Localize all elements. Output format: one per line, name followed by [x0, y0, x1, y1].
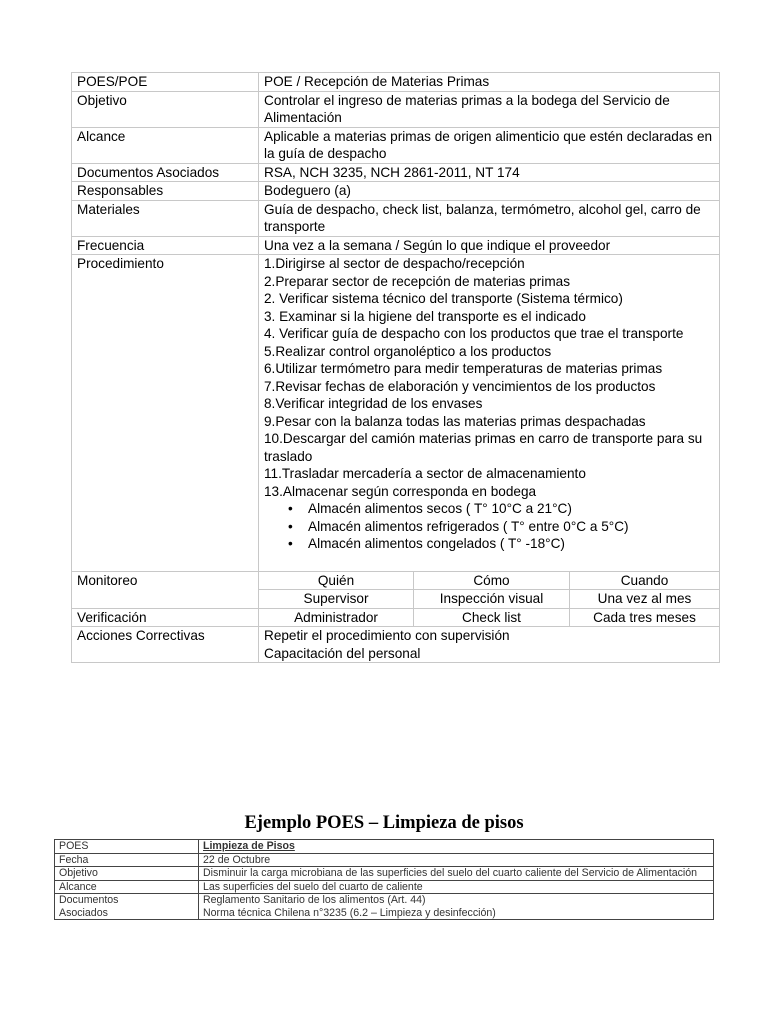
row-value: Controlar el ingreso de materias primas a la bodega del Servicio de Alimentación: [259, 91, 720, 127]
table-row: [55, 840, 714, 854]
step-item: 2. Verificar sistema técnico del transporte (Sistema térmico): [264, 291, 623, 306]
table-row: [72, 127, 720, 163]
step-item: 2.Preparar sector de recepción de materias primas: [264, 273, 570, 289]
accion-line: Capacitación del personal: [264, 645, 421, 661]
row-label: Materiales: [72, 200, 259, 236]
step-item: 9.Pesar con la balanza todas las materias primas despachadas: [264, 413, 646, 429]
table-row: [72, 163, 720, 182]
row-value: Aplicable a materias primas de origen alimenticio que estén declaradas en la guía de despacho: [259, 127, 720, 163]
section-title: Ejemplo POES – Limpieza de pisos: [244, 813, 524, 833]
header-quien: Quién: [259, 571, 414, 590]
row-label: Documentos Asociados: [72, 163, 259, 182]
verificacion-quien: Administrador: [259, 608, 414, 627]
step-item: 3. Examinar si la higiene del transporte es el indicado: [264, 308, 586, 324]
monitoreo-header-row: [72, 571, 720, 590]
row-label: Alcance: [55, 880, 199, 894]
value-line: Norma técnica Chilena n°3235 (6.2 – Limpieza y desinfección): [203, 906, 496, 919]
step-item: 8.Verificar integridad de los envases: [264, 396, 483, 411]
row-value: [199, 894, 714, 920]
row-value: RSA, NCH 3235, NCH 2861-2011, NT 174: [259, 163, 720, 182]
row-label: Monitoreo: [72, 571, 259, 608]
step-item: 11.Trasladar mercadería a sector de almacenamiento: [264, 466, 586, 481]
header-como: Cómo: [414, 571, 570, 590]
row-label: [55, 894, 199, 920]
step-item: 10.Descargar del camión materias primas en carro de transporte para su traslado: [264, 431, 703, 464]
poes-name: Limpieza de Pisos: [203, 840, 295, 852]
poe-recepcion-table: [71, 72, 720, 663]
table-row: [55, 853, 714, 867]
label-line: Asociados: [59, 906, 108, 919]
procedimiento-row: [72, 255, 720, 572]
acciones-row: [72, 627, 720, 663]
row-label: Procedimiento: [72, 255, 259, 572]
step-item: 4. Verificar guía de despacho con los productos que trae el transporte: [264, 326, 684, 341]
row-label: Objetivo: [72, 91, 259, 127]
row-label: Frecuencia: [72, 236, 259, 255]
row-value: Una vez a la semana / Según lo que indique el proveedor: [259, 236, 720, 255]
verificacion-cuando: Cada tres meses: [570, 608, 720, 627]
row-label: Responsables: [72, 182, 259, 201]
table-row: [55, 894, 714, 920]
accion-line: Repetir el procedimiento con supervisión: [264, 628, 510, 643]
monitoreo-quien: Supervisor: [259, 590, 414, 609]
monitoreo-cuando: Una vez al mes: [570, 590, 720, 609]
monitoreo-como: Inspección visual: [414, 590, 570, 609]
label-line: Documentos: [59, 894, 119, 906]
bullet-item: • Almacén alimentos refrigerados ( T° entre 0°C a 5°C): [286, 518, 714, 536]
row-label: Verificación: [72, 608, 259, 627]
row-label: POES: [55, 840, 199, 854]
table-row: [72, 182, 720, 201]
row-value: Bodeguero (a): [259, 182, 720, 201]
table-row: [72, 200, 720, 236]
header-cuando: Cuando: [570, 571, 720, 590]
row-value: [199, 840, 714, 854]
bullet-item: • Almacén alimentos congelados ( T° -18°C): [286, 535, 714, 553]
step-item: 13.Almacenar según corresponda en bodega: [264, 483, 537, 499]
acciones-value: [259, 627, 720, 663]
row-value: Disminuir la carga microbiana de las superficies del suelo del cuarto caliente del Servicio de Alimentación: [199, 867, 714, 881]
step-item: 7.Revisar fechas de elaboración y vencimientos de los productos: [264, 378, 656, 394]
row-label: Fecha: [55, 853, 199, 867]
row-label: Objetivo: [55, 867, 199, 881]
table-row: [55, 867, 714, 881]
value-line: Reglamento Sanitario de los alimentos (Art. 44): [203, 894, 426, 906]
table-row: [55, 880, 714, 894]
step-item: 6.Utilizar termómetro para medir temperaturas de materias primas: [264, 361, 663, 376]
bullet-item: • Almacén alimentos secos ( T° 10°C a 21°C): [286, 500, 714, 518]
row-label: POES/POE: [72, 73, 259, 92]
step-item: 1.Dirigirse al sector de despacho/recepción: [264, 256, 525, 271]
storage-bullet-list: [264, 500, 714, 553]
row-value: Guía de despacho, check list, balanza, termómetro, alcohol gel, carro de transporte: [259, 200, 720, 236]
verificacion-row: [72, 608, 720, 627]
row-label: Acciones Correctivas: [72, 627, 259, 663]
poes-limpieza-table: [54, 839, 714, 920]
row-value: Las superficies del suelo del cuarto de caliente: [199, 880, 714, 894]
row-value: POE / Recepción de Materias Primas: [259, 73, 720, 92]
procedimiento-steps: [259, 255, 720, 572]
verificacion-como: Check list: [414, 608, 570, 627]
row-label: Alcance: [72, 127, 259, 163]
table-row: [72, 73, 720, 92]
table-row: [72, 91, 720, 127]
step-item: 5.Realizar control organoléptico a los productos: [264, 343, 552, 359]
row-value: 22 de Octubre: [199, 853, 714, 867]
table-row: [72, 236, 720, 255]
